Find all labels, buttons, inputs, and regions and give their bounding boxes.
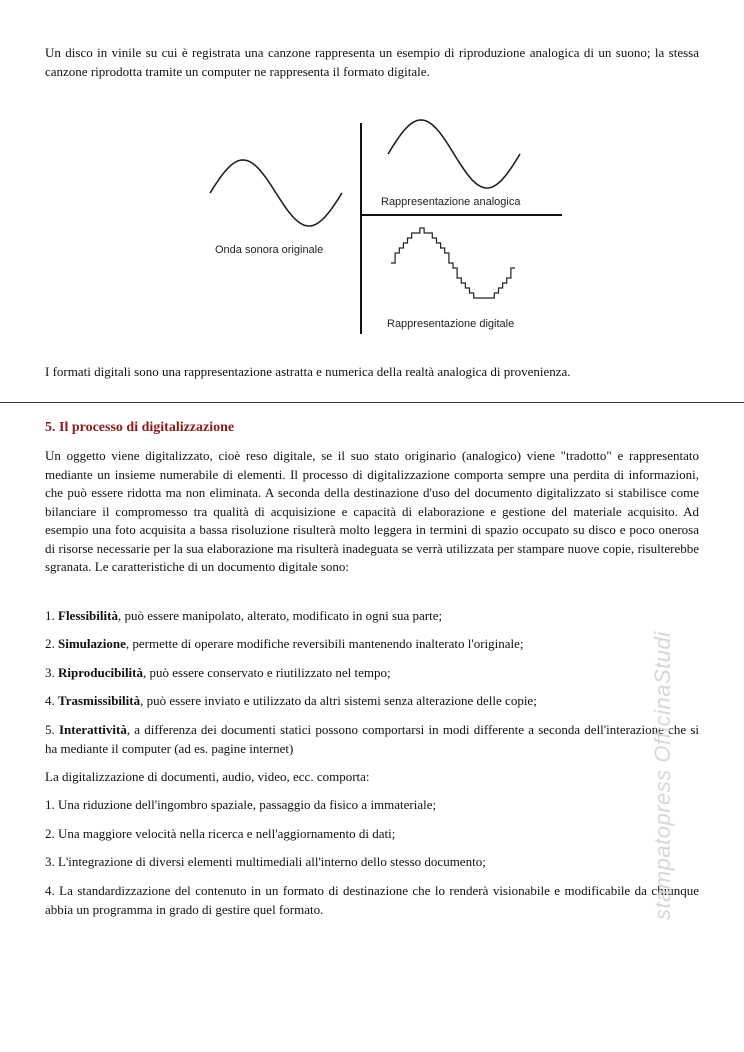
analog-digital-figure <box>205 118 565 340</box>
analog-wave <box>388 120 520 188</box>
item-number: 4. <box>45 693 55 708</box>
item-text: , a differenza dei documenti statici possono comportarsi in modi differente a seconda dell'interazione che si ha mediante il computer (ad es. pagine internet) <box>45 722 700 756</box>
section-divider <box>0 402 744 403</box>
item-text: , può essere conservato e riutilizzato nel tempo; <box>143 665 391 680</box>
characteristic-item-2 <box>45 635 699 654</box>
item-text: , permette di operare modifiche reversibili mantenendo inalterato l'originale; <box>125 636 524 651</box>
process-paragraph: Un oggetto viene digitalizzato, cioè reso digitale, se il suo stato originario (analogico) viene "tradotto" e rappresentato mediante un insieme numerabile di elementi. Il processo di digitalizzazione comporta sempre una perdita di informazioni, che può essere ridotta ma non eliminata. A seconda della destinazione d'uso del documento digitalizzato si stabilisce come bilanciare il compromesso tra qualità di acquisizione e capacità di elaborazione e gestione del materiale acquisito. Ad esempio una foto acquisita a bassa risoluzione risulterà molto leggera in termini di spazio occupato su disco e poco onerosa di risorse necessarie per la sua elaborazione ma risulterà inadeguata se verrà utilizzata per stampare nuove copie, risulterebbe sgranata. Le caratteristiche di un documento digitale sono: <box>45 448 699 574</box>
characteristic-item-3 <box>45 664 699 683</box>
digital-wave <box>391 228 515 298</box>
effects-intro: La digitalizzazione di documenti, audio, video, ecc. comporta: <box>45 769 370 784</box>
digital-formats-paragraph: I formati digitali sono una rappresentazione astratta e numerica della realtà analogica di provenienza. <box>45 364 571 379</box>
section-heading: 5. Il processo di digitalizzazione <box>45 420 235 435</box>
item-term: Flessibilità <box>58 608 118 623</box>
effect-item-4: 4. La standardizzazione del contenuto in un formato di destinazione che lo renderà visionabile e modificabile da chiunque abbia un programma in grado di gestire quel formato. <box>45 883 699 917</box>
original-wave <box>210 160 342 226</box>
item-text: , può essere inviato e utilizzato da altri sistemi senza alterazione delle copie; <box>140 693 537 708</box>
characteristic-item-4 <box>45 692 699 711</box>
watermark: stampatopress OfficinaStudi <box>650 631 675 920</box>
effect-item-2: 2. Una maggiore velocità nella ricerca e nell'aggiornamento di dati; <box>45 826 396 841</box>
intro-paragraph: Un disco in vinile su cui è registrata una canzone rappresenta un esempio di riproduzione analogica di un suono; la stessa canzone riprodotta tramite un computer ne rappresenta il formato digitale. <box>45 45 699 79</box>
item-text: , può essere manipolato, alterato, modificato in ogni sua parte; <box>117 608 443 623</box>
label-original-wave: Onda sonora originale <box>215 244 324 256</box>
item-term: Trasmissibilità <box>58 693 141 708</box>
effect-item-1: 1. Una riduzione dell'ingombro spaziale, passaggio da fisico a immateriale; <box>45 797 437 812</box>
item-number: 2. <box>45 636 55 651</box>
item-term: Simulazione <box>58 636 126 651</box>
label-analog: Rappresentazione analogica <box>381 196 521 208</box>
characteristic-item-5 <box>45 721 699 758</box>
item-number: 1. <box>45 608 55 623</box>
effect-item-3: 3. L'integrazione di diversi elementi multimediali all'interno dello stesso documento; <box>45 854 486 869</box>
item-term: Interattività <box>58 722 127 737</box>
item-number: 5. <box>45 722 55 737</box>
characteristic-item-1 <box>45 607 699 626</box>
label-digital: Rappresentazione digitale <box>387 318 515 330</box>
item-number: 3. <box>45 665 55 680</box>
item-term: Riproducibilità <box>58 665 144 680</box>
